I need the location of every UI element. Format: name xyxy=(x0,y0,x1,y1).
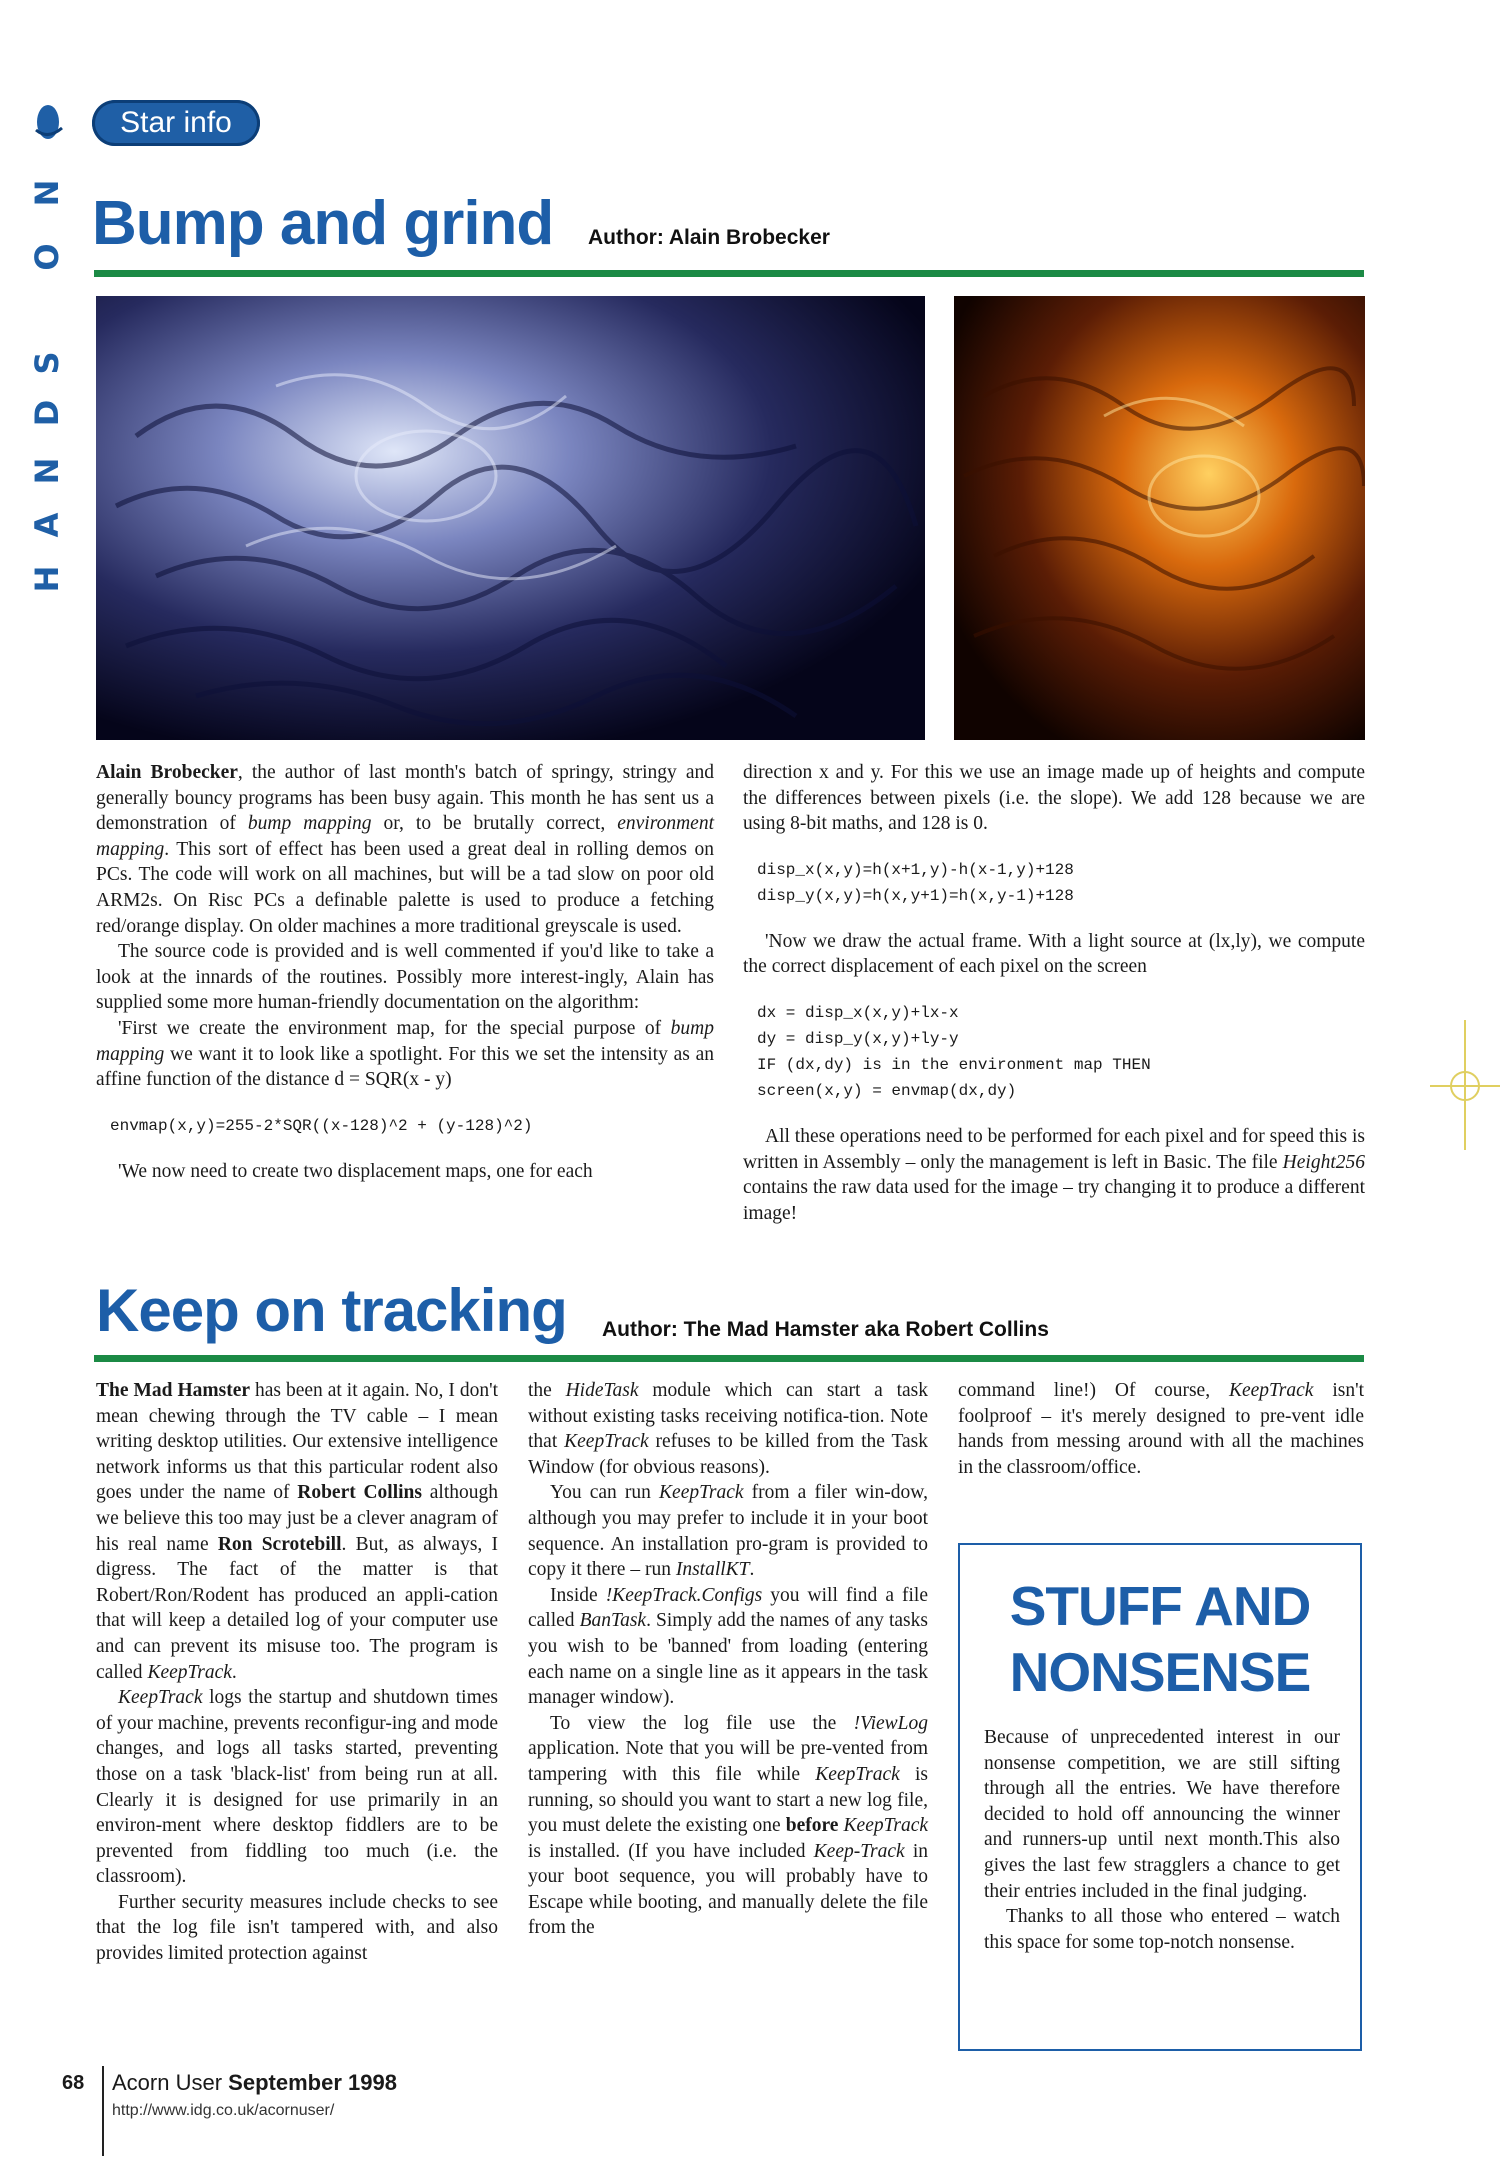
issue-date: September 1998 xyxy=(228,2070,397,2095)
star-info-badge: Star info xyxy=(92,100,260,146)
paragraph: Inside !KeepTrack.Configs you will find a file called BanTask. Simply add the names of any tasks you wish to be 'banned' from loading (entering each name on a single line as it appears in the task manager window). xyxy=(528,1584,929,1709)
paragraph: To view the log file use the !ViewLog application. Note that you will be pre-vented from tampering with this file while KeepTrack is running, so should you want to start a new log file, you must delete the existing one before KeepTrack is installed. (If you have included Keep-Track in your boot sequence, you will probably have to Escape while booting, and manually delete the file from the xyxy=(528,1712,929,1939)
sidebar-letter: S xyxy=(28,351,66,375)
paragraph: Further security measures include checks to see that the log file isn't tampered with, and also provides limited protection against xyxy=(96,1891,498,1965)
sidebar-letter: H xyxy=(28,565,66,593)
code-block: dx = disp_x(x,y)+lx-x dy = disp_y(x,y)+ly-y IF (dx,dy) is in the environment map THEN screen(x,y) = envmap(dx,dy) xyxy=(757,1003,1151,1100)
sidebar-letter: N xyxy=(28,179,66,207)
article-column-1 xyxy=(96,1378,498,1967)
paragraph: KeepTrack logs the startup and shutdown times of your machine, prevents reconfigur-ing and mode changes, and logs all tasks started, preventing those on a task 'black-list' from being run at all. Clearly it is designed for use primarily in an environ-ment where desktop fiddlers are to be prevented from fiddling too much (i.e. the classroom). xyxy=(96,1687,498,1888)
article-author: Author: Alain Brobecker xyxy=(588,226,830,249)
paragraph: The source code is provided and is well commented if you'd like to take a look at the innards of the routines. Possibly more interest-ingly, Alain has supplied some more human-friendly documentation on the algorithm: xyxy=(96,941,714,1014)
article-title: Bump and grind xyxy=(92,189,554,258)
magazine-name: Acorn User xyxy=(112,2070,223,2095)
paragraph: 'We now need to create two displacement maps, one for each xyxy=(118,1160,593,1182)
footer-divider xyxy=(102,2066,104,2156)
article-author: Author: The Mad Hamster aka Robert Collins xyxy=(602,1318,1049,1341)
sidebar-letter: N xyxy=(28,457,66,485)
stuff-and-nonsense-box xyxy=(958,1543,1362,2051)
paragraph: command line!) Of course, KeepTrack isn't foolproof – it's merely designed to pre-vent idle hands from messing around with all the machines in the classroom/office. xyxy=(958,1380,1365,1478)
crosshair-icon xyxy=(1430,1020,1500,1150)
paragraph: 'Now we draw the actual frame. With a light source at (lx,ly), we compute the correct displacement of each pixel on the screen xyxy=(743,930,1365,978)
code-block: envmap(x,y)=255-2*SQR((x-128)^2 + (y-128)^2) xyxy=(110,1116,533,1135)
article-column-1 xyxy=(96,760,714,1184)
article-column-2 xyxy=(528,1378,928,1941)
paragraph: 'First we create the environment map, for the special purpose of bump mapping we want it to look like a spotlight. For this we set the intensity as an affine function of the distance d = SQR(x - y) xyxy=(96,1017,714,1091)
bump-map-image-orange xyxy=(954,296,1365,740)
paragraph: the HideTask module which can start a task without existing tasks receiving notifica-tion. Note that KeepTrack refuses to be killed from the Task Window (for obvious reasons). xyxy=(528,1380,928,1478)
sidebar-letter: D xyxy=(28,399,66,427)
article-column-2 xyxy=(743,760,1365,1226)
title-rule xyxy=(94,270,1364,277)
box-text xyxy=(984,1725,1340,1955)
paragraph: Thanks to all those who entered – watch this space for some top-notch nonsense. xyxy=(984,1906,1340,1953)
paragraph: Because of unprecedented interest in our nonsense competition, we are still sifting through all the entries. We have therefore decided to hold off announcing the winner and runners-up until next month.This also gives the last few stragglers a chance to get their entries included in the final judging. xyxy=(984,1727,1340,1902)
paragraph: The Mad Hamster has been at it again. No, I don't mean chewing through the TV cable – I mean writing desktop utilities. Our extensive intelligence network informs us that this particular rodent also goes under the name of Robert Collins although we believe this too may just be a clever anagram of his real name Ron Scrotebill. But, as always, I digress. The fact of the matter is that Robert/Ron/Rodent has produced an appli-cation that will keep a detailed log of your computer use and can prevent its misuse too. The program is called KeepTrack. xyxy=(96,1380,498,1683)
footer-url[interactable]: http://www.idg.co.uk/acornuser/ xyxy=(112,2102,335,2119)
sidebar-letter: A xyxy=(28,512,66,538)
title-rule xyxy=(94,1355,1364,1362)
paragraph: Alain Brobecker, the author of last month's batch of springy, stringy and generally bouncy programs has been busy again. This month he has sent us a demonstration of bump mapping or, to be brutally correct, environment mapping. This sort of effect has been used a great deal in rolling demos on PCs. The code will work on all machines, but will be a tad slow on poor old ARM2s. On Risc PCs a definable palette is used to produce a fetching red/orange display. On older machines a more traditional greyscale is used. xyxy=(96,762,714,937)
bump-map-image-blue xyxy=(96,296,925,740)
globe-icon xyxy=(30,100,66,146)
box-title: STUFF AND NONSENSE xyxy=(1009,1575,1311,1703)
article-column-3 xyxy=(958,1378,1364,1480)
footer-masthead xyxy=(112,2070,397,2096)
code-block: disp_x(x,y)=h(x+1,y)-h(x-1,y)+128 disp_y(x,y)=h(x,y+1)=h(x,y-1)+128 xyxy=(757,860,1074,905)
article-title: Keep on tracking xyxy=(96,1277,567,1344)
paragraph: All these operations need to be performed for each pixel and for speed this is written in Assembly – only the management is left in Basic. The file Height256 contains the raw data used for the image – try changing it to produce a different image! xyxy=(743,1125,1365,1224)
paragraph: You can run KeepTrack from a filer win-dow, although you may prefer to include it in your boot sequence. An installation pro-gram is provided to copy it there – run InstallKT. xyxy=(528,1482,928,1581)
paragraph: direction x and y. For this we use an image made up of heights and compute the differences between pixels (i.e. the slope). We add 128 because we are using 8-bit maths, and 128 is 0. xyxy=(743,762,1365,835)
page-number: 68 xyxy=(62,2072,85,2094)
sidebar-letter: O xyxy=(28,243,66,271)
